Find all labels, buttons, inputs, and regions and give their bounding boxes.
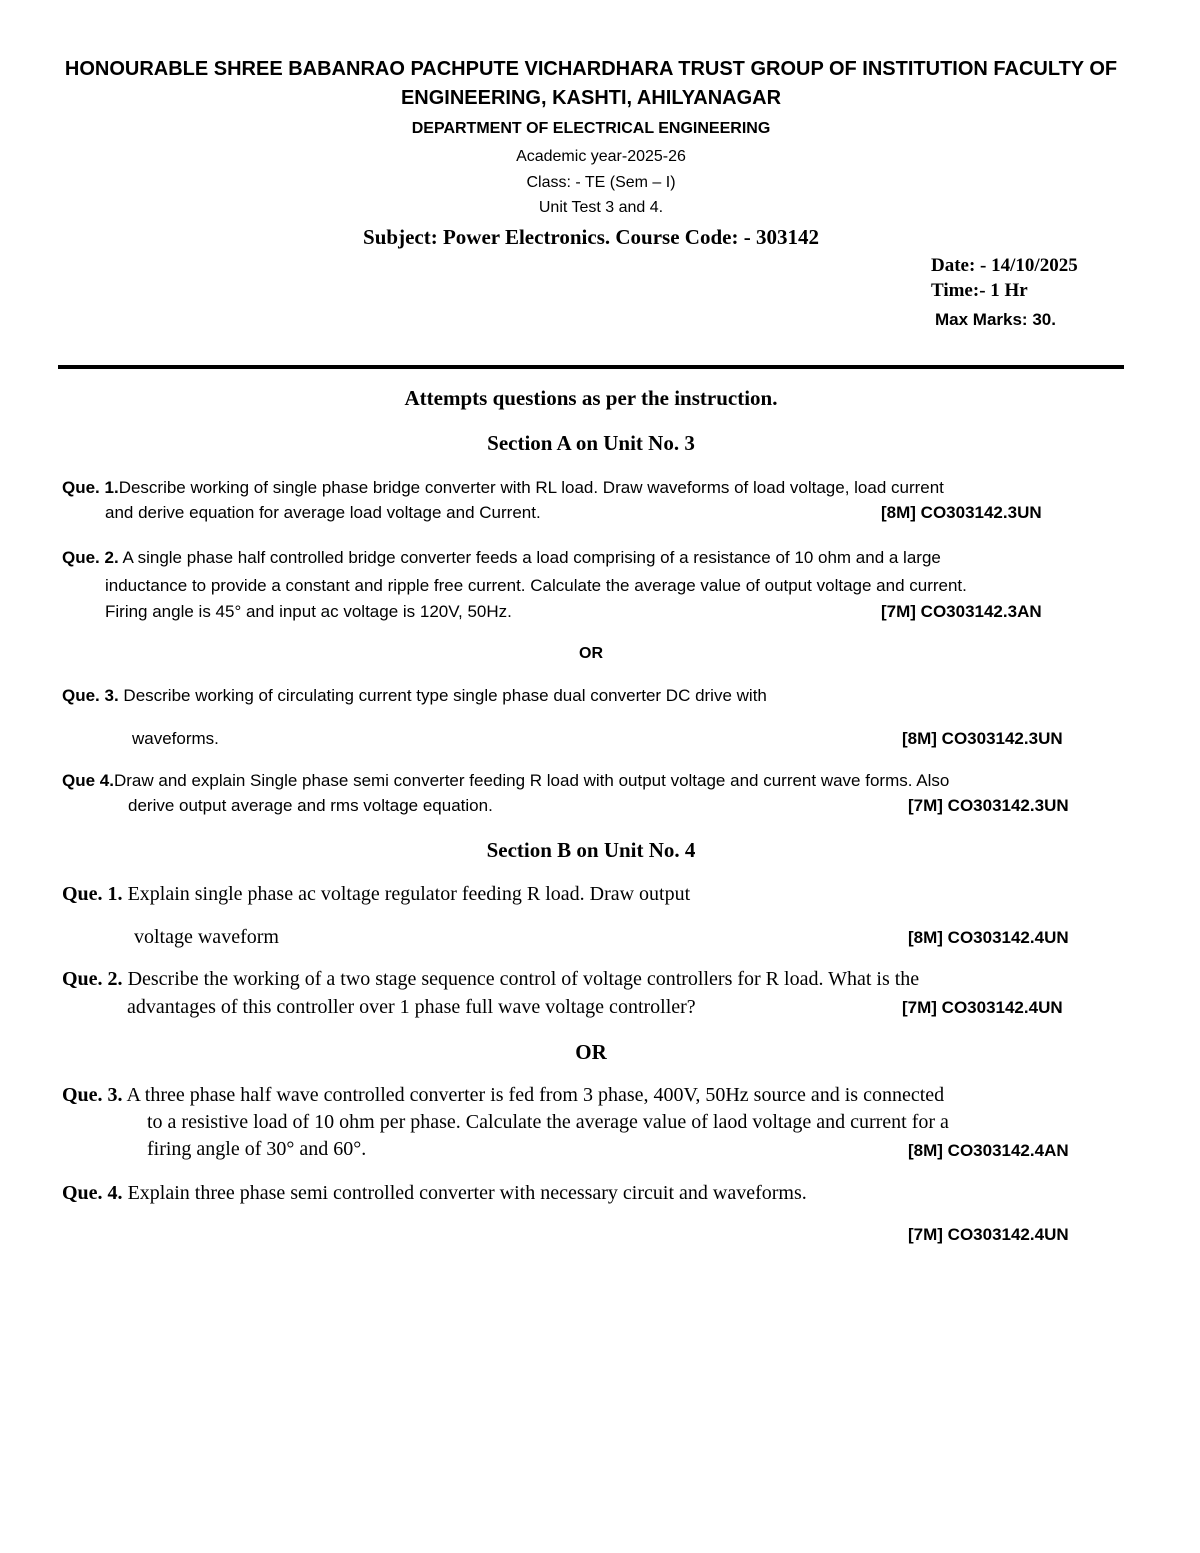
question-label: Que. 3. [62, 686, 119, 705]
question-line: to a resistive load of 10 ohm per phase. Calculate the average value of laod voltage and current for a [147, 1111, 949, 1133]
question-text [62, 968, 919, 991]
question-line: Draw and explain Single phase semi converter feeding R load with output voltage and current wave forms. Also [113, 771, 950, 790]
question-line: Explain single phase ac voltage regulator feeding R load. Draw output [122, 883, 691, 905]
question-line: derive output average and rms voltage equation. [128, 796, 493, 815]
question-label: Que. 2. [62, 968, 123, 990]
exam-time: Time:- 1 Hr [931, 280, 1028, 301]
exam-date: Date: - 14/10/2025 [931, 255, 1078, 276]
question-line: inductance to provide a constant and ripple free current. Calculate the average value of output voltage and current. [105, 576, 967, 595]
question-line: firing angle of 30° and 60°. [147, 1138, 367, 1160]
question-line: Firing angle is 45° and input ac voltage is 120V, 50Hz. [105, 602, 512, 621]
question-text [62, 883, 690, 906]
section-a-title: Section A on Unit No. 3 [487, 431, 695, 455]
question-text [62, 686, 767, 706]
question-line: advantages of this controller over 1 phase full wave voltage controller? [127, 996, 696, 1018]
question-text [62, 1182, 807, 1205]
marks-co-tag: [8M] CO303142.3UN [881, 503, 1042, 522]
question-line: Explain three phase semi controlled converter with necessary circuit and waveforms. [122, 1182, 807, 1204]
question-line: waveforms. [132, 729, 219, 748]
or-separator: OR [579, 645, 603, 662]
institution-name-line2: ENGINEERING, KASHTI, AHILYANAGAR [400, 87, 782, 109]
question-label: Que. 2. [62, 548, 119, 567]
question-line: A single phase half controlled bridge converter feeds a load comprising of a resistance of 10 ohm and a large [118, 548, 941, 567]
marks-co-tag: [7M] CO303142.3UN [908, 796, 1069, 815]
question-text [62, 1084, 944, 1107]
question-text [62, 478, 944, 498]
question-line: voltage waveform [134, 926, 279, 948]
question-label: Que. 1. [62, 478, 119, 497]
question-label: Que. 1. [62, 883, 123, 905]
question-label: Que. 4. [62, 1182, 123, 1204]
max-marks: Max Marks: 30. [935, 310, 1056, 329]
institution-name-line1: HONOURABLE SHREE BABANRAO PACHPUTE VICHARDHARA TRUST GROUP OF INSTITUTION FACULTY OF [64, 58, 1118, 80]
question-line: and derive equation for average load voltage and Current. [105, 503, 541, 522]
marks-co-tag: [8M] CO303142.3UN [902, 729, 1063, 748]
question-label: Que 4. [62, 771, 114, 790]
question-line: Describe working of circulating current type single phase dual converter DC drive with [118, 686, 767, 705]
marks-co-tag: [8M] CO303142.4AN [908, 1141, 1069, 1160]
academic-year: Academic year-2025-26 [516, 148, 686, 165]
marks-co-tag: [7M] CO303142.4UN [902, 998, 1063, 1017]
marks-co-tag: [7M] CO303142.3AN [881, 602, 1042, 621]
class-info: Class: - TE (Sem – I) [526, 174, 676, 191]
marks-co-tag: [7M] CO303142.4UN [908, 1225, 1069, 1244]
question-label: Que. 3. [62, 1084, 123, 1106]
section-b-title: Section B on Unit No. 4 [486, 838, 696, 862]
instruction-text: Attempts questions as per the instruction. [404, 386, 778, 410]
header-divider [58, 365, 1124, 369]
department-name: DEPARTMENT OF ELECTRICAL ENGINEERING [411, 120, 771, 137]
or-separator: OR [575, 1040, 607, 1064]
question-line: A three phase half wave controlled converter is fed from 3 phase, 400V, 50Hz source and is connected [122, 1084, 945, 1106]
question-text [62, 771, 949, 791]
marks-co-tag: [8M] CO303142.4UN [908, 928, 1069, 947]
question-line: Describe working of single phase bridge converter with RL load. Draw waveforms of load voltage, load current [118, 478, 944, 497]
question-text [62, 548, 941, 568]
subject-line: Subject: Power Electronics. Course Code: - 303142 [363, 225, 819, 249]
test-name: Unit Test 3 and 4. [538, 199, 664, 216]
question-line: Describe the working of a two stage sequence control of voltage controllers for R load. What is the [122, 968, 920, 990]
